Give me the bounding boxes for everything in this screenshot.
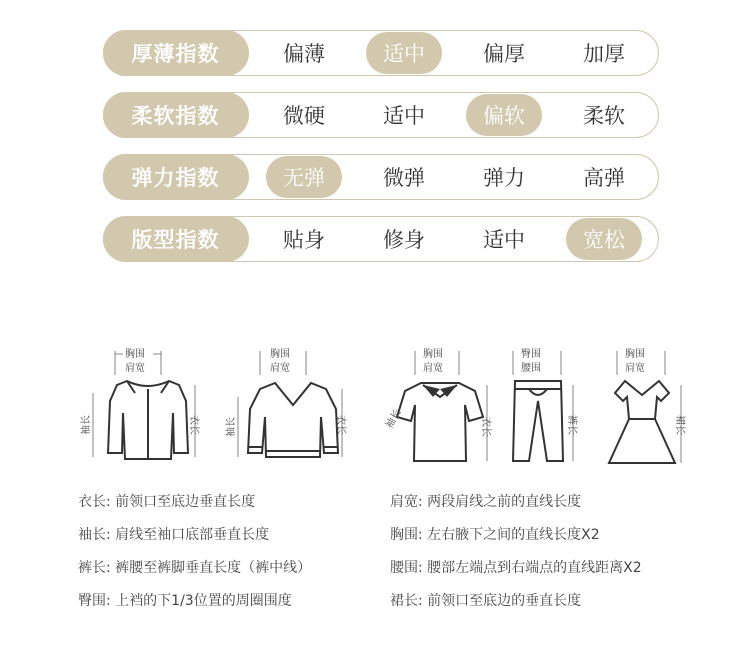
note-item: 裙长: 前领口至底边的垂直长度 [390, 593, 582, 609]
label-skirt-length: 裙长 [674, 415, 685, 435]
option [454, 155, 554, 199]
index-row [103, 92, 659, 138]
index-row-label: 版型指数 [103, 216, 249, 262]
notes-right-column [390, 492, 642, 624]
label-shoulder: 肩宽 [270, 363, 290, 374]
option [354, 93, 454, 137]
option [254, 93, 354, 137]
option-label: 贴身 [283, 228, 325, 252]
option-label: 加厚 [583, 42, 625, 66]
option [254, 31, 354, 75]
option [554, 155, 654, 199]
label-sleeve: 袖长 [226, 417, 237, 437]
shirt-figure [383, 345, 493, 470]
jacket-figure [75, 345, 205, 470]
label-pants-length: 裤长 [566, 415, 577, 435]
label-length: 衣长 [480, 417, 491, 437]
option-label: 适中 [366, 32, 442, 74]
label-chest: 胸围 [125, 349, 145, 360]
pants-icon [513, 381, 563, 461]
index-row [103, 216, 659, 262]
shirt-icon [397, 383, 483, 461]
jacket-icon [108, 381, 188, 459]
label-hip: 臀围 [521, 349, 541, 360]
notes-left-column [78, 492, 311, 624]
option-group [254, 155, 654, 199]
option-label: 偏厚 [483, 42, 525, 66]
option [454, 31, 554, 75]
option-label: 适中 [383, 104, 425, 128]
dress-icon [609, 381, 675, 463]
sweater-icon [248, 383, 338, 457]
option-group [254, 217, 654, 261]
option-selected [354, 31, 454, 75]
option-label: 修身 [383, 228, 425, 252]
option-label: 偏薄 [283, 42, 325, 66]
option [354, 155, 454, 199]
index-row-label: 柔软指数 [103, 92, 249, 138]
option-group [254, 31, 654, 75]
option-label: 柔软 [583, 104, 625, 128]
note-item: 臀围: 上裆的下1/3位置的周圈围度 [78, 593, 292, 609]
measurement-figures [75, 345, 685, 470]
option-selected [554, 217, 654, 261]
label-sleeve: 袖长 [81, 415, 92, 435]
collar-icon [423, 385, 457, 397]
option-label: 弹力 [483, 166, 525, 190]
label-shoulder: 肩宽 [625, 363, 645, 374]
option-label: 宽松 [566, 218, 642, 260]
option-label: 高弹 [583, 166, 625, 190]
label-chest: 胸围 [625, 349, 645, 360]
index-row-label: 厚薄指数 [103, 30, 249, 76]
option [254, 217, 354, 261]
note-item: 裤长: 裤腰至裤脚垂直长度（裤中线） [78, 560, 312, 576]
note-item: 袖长: 肩线至袖口底部垂直长度 [78, 527, 270, 543]
label-chest: 胸围 [423, 349, 443, 360]
note-item: 胸围: 左右腋下之间的直线长度X2 [390, 527, 600, 543]
note-item: 腰围: 腰部左端点到右端点的直线距离X2 [390, 560, 642, 576]
label-shoulder: 肩宽 [423, 363, 443, 374]
label-length: 衣长 [335, 415, 346, 435]
index-row [103, 30, 659, 76]
option-label: 偏软 [466, 94, 542, 136]
label-length: 衣长 [188, 415, 199, 435]
option-label: 微硬 [283, 104, 325, 128]
index-panel [103, 30, 659, 278]
option [554, 31, 654, 75]
option-label: 无弹 [266, 156, 342, 198]
sweater-figure [220, 345, 350, 470]
label-shoulder: 肩宽 [125, 363, 145, 374]
index-row [103, 154, 659, 200]
option-label: 微弹 [383, 166, 425, 190]
option [454, 217, 554, 261]
label-sleeve: 袖长 [384, 407, 404, 431]
label-waist: 腰围 [521, 363, 541, 374]
option-selected [454, 93, 554, 137]
option [554, 93, 654, 137]
note-item: 肩宽: 两段肩线之前的直线长度 [390, 494, 582, 510]
option-group [254, 93, 654, 137]
label-chest: 胸围 [270, 349, 290, 360]
option-label: 适中 [483, 228, 525, 252]
dress-figure [605, 345, 690, 470]
index-row-label: 弹力指数 [103, 154, 249, 200]
pants-figure [505, 345, 585, 470]
option-selected [254, 155, 354, 199]
note-item: 衣长: 前领口至底边垂直长度 [78, 494, 256, 510]
option [354, 217, 454, 261]
